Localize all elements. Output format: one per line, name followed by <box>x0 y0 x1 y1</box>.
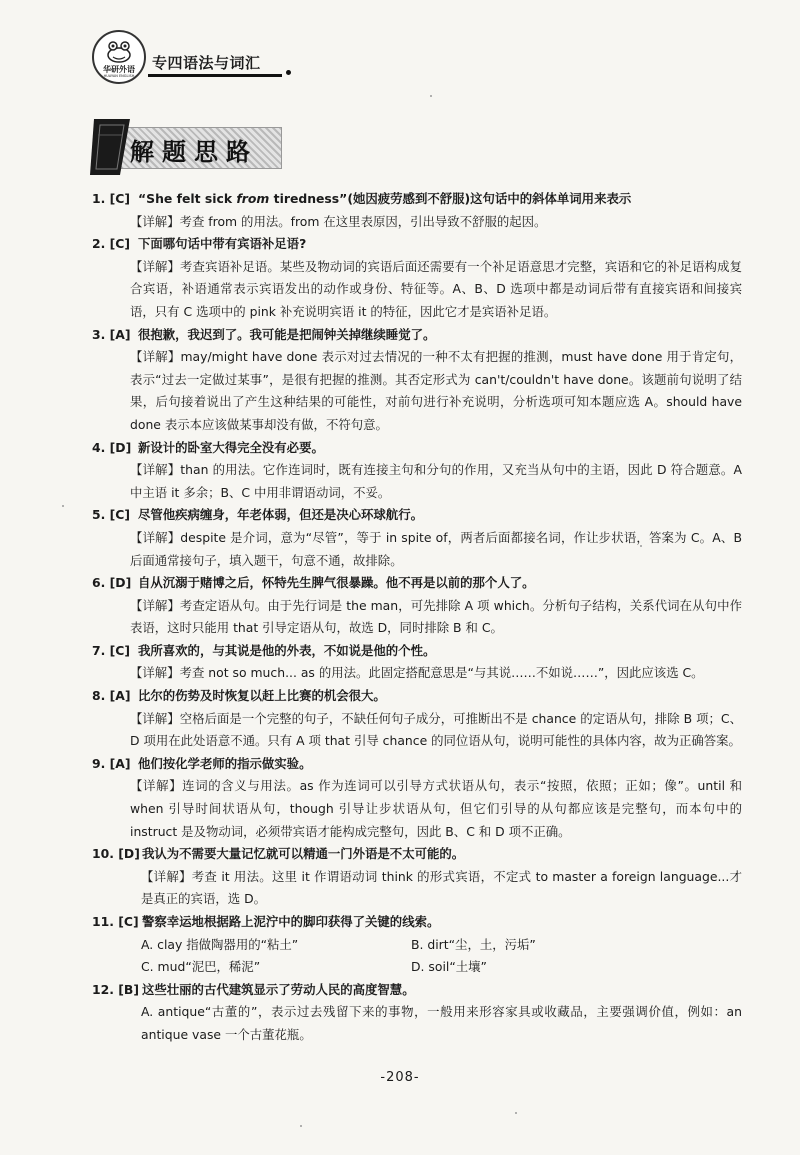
question-prompt: 这些壮丽的古代建筑显示了劳动人民的高度智慧。 <box>142 981 415 997</box>
list-item <box>92 685 742 753</box>
list-item <box>92 979 742 1047</box>
question-number: 3. [A] <box>92 326 131 342</box>
list-item <box>92 911 742 979</box>
publisher-logo <box>92 30 146 84</box>
question-number: 11. [C] <box>92 914 139 929</box>
scan-speck <box>62 505 64 507</box>
scan-speck <box>515 1112 517 1114</box>
question-number: 6. [D] <box>92 575 132 591</box>
header-underline <box>148 74 282 77</box>
question-explanation: A. antique“古董的”，表示过去残留下来的事物，一般用来形容家具或收藏品，主要强调价值，例如：an antique vase 一个古董花瓶。 <box>141 1004 742 1042</box>
question-explanation: 【详解】考查 it 用法。这里 it 作谓语动词 think 的形式宾语，不定式 to master a foreign language...才是真正的宾语，选 D。 <box>141 868 742 907</box>
list-item <box>92 753 742 843</box>
question-number: 1. [C] <box>92 191 131 206</box>
frog-icon <box>104 38 134 64</box>
question-number: 5. [C] <box>92 507 131 523</box>
question-explanation: 【详解】考查定语从句。由于先行词是 the man，可先排除 A 项 which。分析句子结构，关系代词在从句中作表语，这时只能用 that 引导定语从句，故选 D，同时排除 B 和 C。 <box>130 597 742 636</box>
question-explanation: 【详解】连词的含义与用法。as 作为连词可以引导方式状语从句，表示“按照，依照；正如；像”。until 和 when 引导时间状语从句，though 引导让步状语从句，但它们引导的从句都应该是完整句，而本句中的 instruct 是及物动词，必须带宾语才能构成完整句，因此 B、C 和 D 项不正确。 <box>130 778 742 839</box>
question-explanation: 【详解】考查 not so much... as 的用法。此固定搭配意思是“与其说……不如说……”，因此应该选 C。 <box>130 665 704 681</box>
book-title: 专四语法与词汇 <box>152 54 261 72</box>
header-dot <box>286 70 291 75</box>
option-list <box>141 934 742 979</box>
question-prompt: 警察幸运地根据路上泥泞中的脚印获得了关键的线索。 <box>142 914 440 929</box>
option-d: D. soil“土壤” <box>411 959 487 975</box>
list-item <box>92 188 742 233</box>
question-explanation: 【详解】than 的用法。它作连词时，既有连接主句和分句的作用，又充当从句中的主语，因此 D 符合题意。A 中主语 it 多余；B、C 中用非谓语动词，不妥。 <box>130 462 742 500</box>
answer-list <box>92 188 742 1047</box>
scan-speck <box>640 545 642 547</box>
question-prompt: 比尔的伤势及时恢复以赶上比赛的机会很大。 <box>138 688 386 704</box>
question-number: 12. [B] <box>92 981 140 997</box>
question-prompt: 下面哪句话中带有宾语补足语? <box>138 236 307 252</box>
page-number: -208- <box>380 1070 420 1085</box>
list-item <box>92 843 742 911</box>
question-prompt: 尽管他疾病缠身，年老体弱，但还是决心环球航行。 <box>138 507 423 523</box>
question-explanation: 【详解】空格后面是一个完整的句子，不缺任何句子成分，可推断出不是 chance 的定语从句，排除 B 项；C、D 项用在此处语意不通。只有 A 项 that 引导 chance 的同位语从句，说明可能性的具体内容，故为正确答案。 <box>130 710 742 749</box>
logo-text: 华研外语 <box>103 65 135 74</box>
scan-speck <box>300 1125 302 1127</box>
question-explanation: 【详解】despite 是介词，意为“尽管”，等于 in spite of，两者后面都接名词，作让步状语，答案为 C。A、B 后面通常接句子，填入题干，句意不通，故排除。 <box>130 529 742 568</box>
option-a: A. clay 指做陶器用的“粘土” <box>141 936 299 952</box>
question-prompt: 自从沉溺于赌博之后，怀特先生脾气很暴躁。他不再是以前的那个人了。 <box>138 575 535 591</box>
question-number: 8. [A] <box>92 688 131 704</box>
banner-corner-icon <box>90 115 132 179</box>
section-title: 解题思路 <box>130 138 258 166</box>
list-item <box>92 437 742 505</box>
question-explanation: 【详解】考查宾语补足语。某些及物动词的宾语后面还需要有一个补足语意思才完整，宾语和它的补足语构成复合宾语，补语通常表示宾语发出的动作或身份、特征等。A、B、D 选项中都是动词后带有直接宾语和间接宾语，只有 C 选项中的 pink 补充说明宾语 it 的特征，因此它才是宾语补足语。 <box>130 258 742 319</box>
question-explanation: 【详解】may/might have done 表示对过去情况的一种不太有把握的推测，must have done 用于肯定句，表示“过去一定做过某事”，是很有把握的推测。其否定形式为 can't/couldn't have done。该题前句说明了结果，后句接着说出了产生这种结果的可能性，对前句进行补充说明，分析选项可知本题应选 A。should have done 表示本应该做某事却没有做，不符句意。 <box>130 349 742 432</box>
question-prompt: 我认为不需要大量记忆就可以精通一门外语是不太可能的。 <box>142 846 465 862</box>
list-item <box>92 233 742 323</box>
list-item <box>92 640 742 685</box>
logo-subtext: HUAYAN ENGLISH <box>103 74 135 78</box>
option-c: C. mud“泥巴，稀泥” <box>141 959 261 975</box>
question-number: 4. [D] <box>92 439 132 455</box>
section-banner <box>90 115 290 181</box>
question-prompt: 新设计的卧室大得完全没有必要。 <box>138 439 324 455</box>
question-number: 10. [D] <box>92 846 140 862</box>
question-prompt: “She felt sick from tiredness”(她因疲劳感到不舒服)这句话中的斜体单词用来表示 <box>138 191 632 206</box>
question-prompt: 他们按化学老师的指示做实验。 <box>138 755 312 771</box>
question-explanation: 【详解】考查 from 的用法。from 在这里表原因，引出导致不舒服的起因。 <box>130 213 547 229</box>
page-header <box>92 30 352 86</box>
list-item <box>92 572 742 640</box>
list-item <box>92 504 742 572</box>
list-item <box>92 324 742 437</box>
question-prompt: 我所喜欢的，与其说是他的外表，不如说是他的个性。 <box>138 642 436 658</box>
question-number: 2. [C] <box>92 236 131 252</box>
scan-speck <box>430 95 432 97</box>
question-number: 7. [C] <box>92 642 131 658</box>
question-prompt: 很抱歉，我迟到了。我可能是把闹钟关掉继续睡觉了。 <box>138 326 436 342</box>
option-b: B. dirt“尘，土，污垢” <box>411 936 536 952</box>
question-number: 9. [A] <box>92 755 131 771</box>
